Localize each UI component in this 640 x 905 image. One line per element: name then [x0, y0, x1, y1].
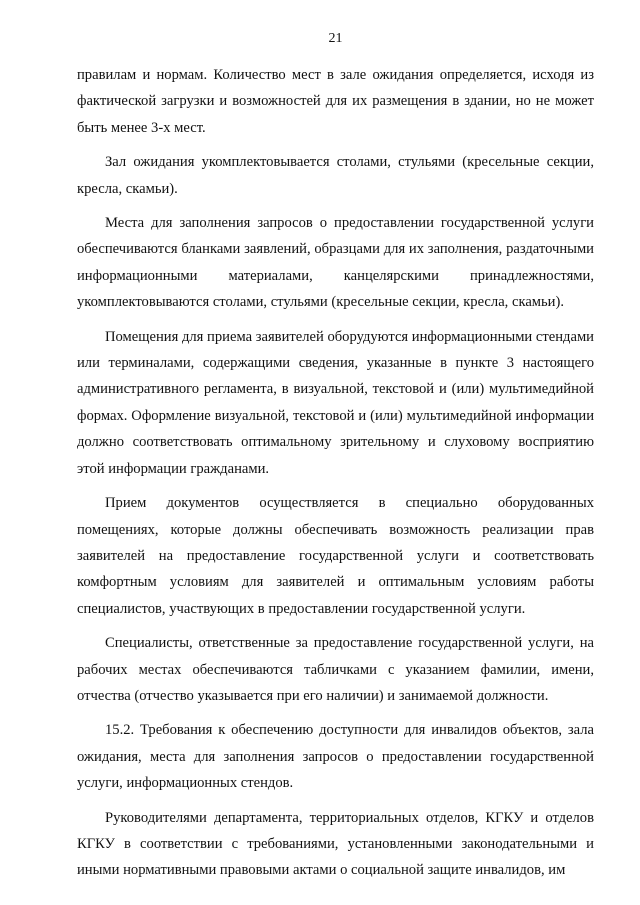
paragraph-department-heads: Руководителями департамента, территориальных отделов, КГКУ и отделов КГКУ в соответствии с требованиями, установленными законодательными и иными нормативными правовыми актами о социальной защите инвалидов, им	[77, 809, 594, 879]
paragraph-continuation: правилам и нормам. Количество мест в зале ожидания определяется, исходя из фактической загрузки и возможностей для их размещения в здании, но не может быть менее 3-х мест.	[77, 67, 594, 136]
page-number: 21	[328, 31, 343, 46]
paragraph-section-15-2: 15.2. Требования к обеспечению доступности для инвалидов объектов, зала ожидания, места для заполнения запросов о предоставлении государственной услуги, информационных стендов.	[77, 722, 594, 792]
paragraph-document-reception: Прием документов осуществляется в специально оборудованных помещениях, которые должны обеспечивать возможность реализации прав заявителей на предоставление государственной услуги и соответствовать комфортным условиям для заявителей и оптимальным условиям работы специалистов, участвующих в предоставлении государственной услуги.	[77, 495, 594, 617]
paragraph-waiting-hall: Зал ожидания укомплектовывается столами, стульями (кресельные секции, кресла, скамьи).	[77, 154, 594, 197]
paragraph-request-places: Места для заполнения запросов о предоставлении государственной услуги обеспечиваются бланками заявлений, образцами для их заполнения, раздаточными информационными материалами, канцелярскими принадлежностями, укомплектовываются столами, стульями (кресельные секции, кресла, скамьи).	[77, 215, 594, 311]
paragraph-info-stands: Помещения для приема заявителей оборудуются информационными стендами или терминалами, содержащими сведения, указанные в пункте 3 настоящего административного регламента, в визуальной, текстовой и (или) мультимедийной формах. Оформление визуальной, текстовой и (или) мультимедийной информации должно соответствовать оптимальному зрительному и слуховому восприятию этой информации гражданами.	[77, 328, 594, 477]
paragraph-specialists: Специалисты, ответственные за предоставление государственной услуги, на рабочих местах обеспечиваются табличками с указанием фамилии, имени, отчества (отчество указывается при его наличии) и занимаемой должности.	[77, 635, 594, 704]
